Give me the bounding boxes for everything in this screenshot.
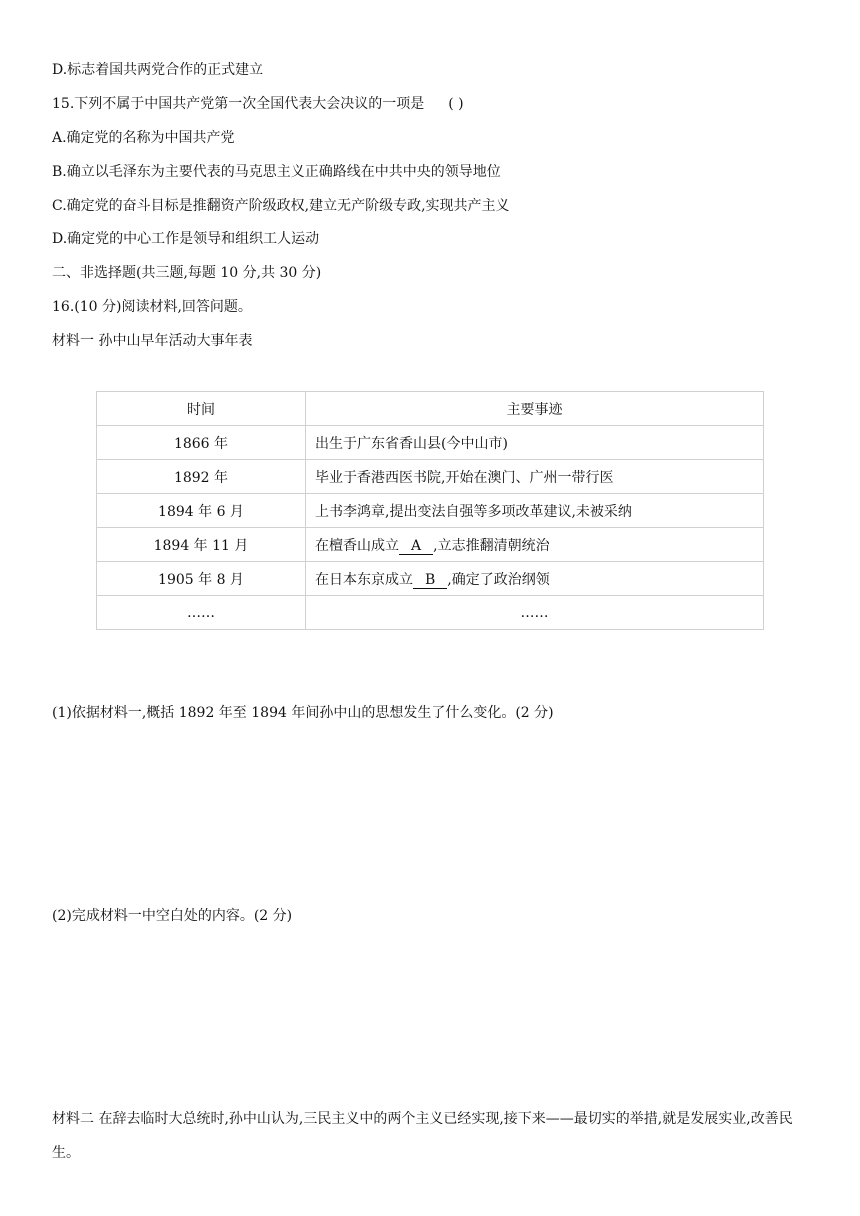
answer-bracket: ( ) [448, 96, 464, 112]
material2-paragraph: 材料二 在辞去临时大总统时,孙中山认为,三民主义中的两个主义已经实现,接下来——最切实的举措,就是发展实业,改善民生。 [52, 1111, 793, 1161]
event-text-post: ,立志推翻清朝统治 [433, 537, 550, 554]
material1-title: 材料一 孙中山早年活动大事年表 [52, 333, 253, 349]
cell-event: …… [306, 596, 764, 630]
sub-question-1: (1)依据材料一,概括 1892 年至 1894 年间孙中山的思想发生了什么变化。(2 分) [52, 705, 554, 721]
cell-event: 毕业于香港西医书院,开始在澳门、广州一带行医 [306, 460, 764, 494]
blank-b: B [413, 572, 447, 589]
q14-option-d: D.标志着国共两党合作的正式建立 [52, 62, 264, 78]
events-table [96, 391, 764, 630]
header-time: 时间 [97, 392, 306, 426]
cell-event: 上书李鸿章,提出变法自强等多项改革建议,未被采纳 [306, 494, 764, 528]
cell-time: 1894 年 6 月 [97, 494, 306, 528]
cell-time: …… [97, 596, 306, 630]
cell-event [306, 562, 764, 596]
q15-stem-text: 15.下列不属于中国共产党第一次全国代表大会决议的一项是 [52, 96, 425, 112]
q15-option-a: A.确定党的名称为中国共产党 [52, 130, 235, 146]
table-header-row [97, 392, 764, 426]
table-row [97, 426, 764, 460]
cell-time: 1905 年 8 月 [97, 562, 306, 596]
event-text-pre: 在日本东京成立 [315, 571, 413, 588]
sub-question-2: (2)完成材料一中空白处的内容。(2 分) [52, 908, 293, 924]
q15-option-d: D.确定党的中心工作是领导和组织工人运动 [52, 231, 320, 247]
event-text-pre: 在檀香山成立 [315, 537, 399, 554]
cell-time: 1894 年 11 月 [97, 528, 306, 562]
table-row [97, 494, 764, 528]
table-row [97, 528, 764, 562]
blank-a: A [399, 538, 433, 555]
q15-option-b: B.确立以毛泽东为主要代表的马克思主义正确路线在中共中央的领导地位 [52, 164, 501, 180]
cell-event [306, 528, 764, 562]
table-row [97, 460, 764, 494]
cell-time: 1892 年 [97, 460, 306, 494]
q16-stem: 16.(10 分)阅读材料,回答问题。 [52, 299, 252, 315]
cell-event: 出生于广东省香山县(今中山市) [306, 426, 764, 460]
q15-option-c: C.确定党的奋斗目标是推翻资产阶级政权,建立无产阶级专政,实现共产主义 [52, 198, 510, 214]
cell-time: 1866 年 [97, 426, 306, 460]
header-event: 主要事迹 [306, 392, 764, 426]
table-row [97, 596, 764, 630]
event-text-post: ,确定了政治纲领 [447, 571, 550, 588]
section-heading: 二、非选择题(共三题,每题 10 分,共 30 分) [52, 265, 322, 281]
table-row [97, 562, 764, 596]
q15-stem [52, 94, 464, 114]
